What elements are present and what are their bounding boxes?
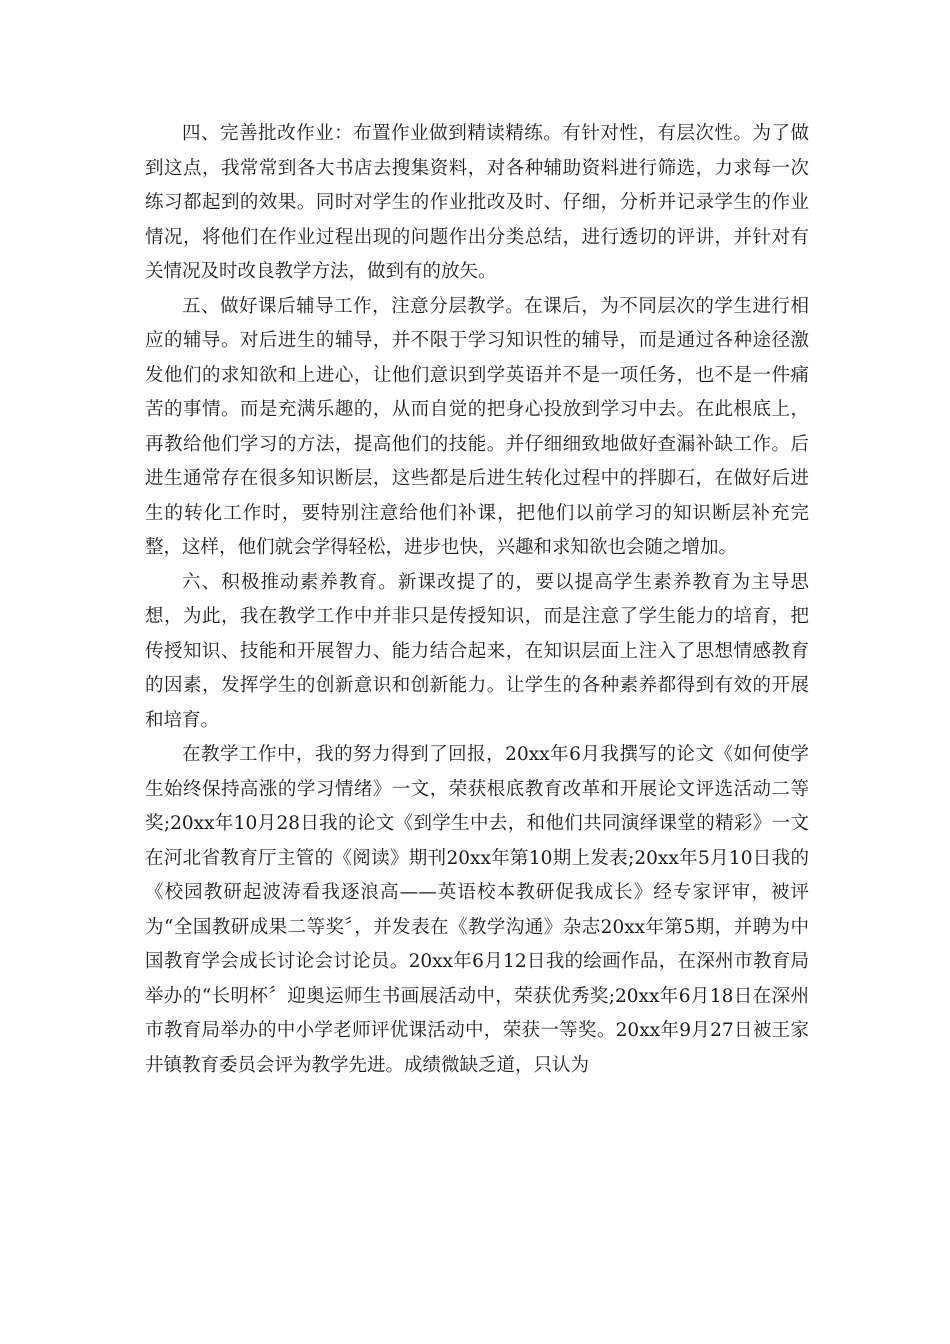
paragraph-homework: 四、完善批改作业：布置作业做到精读精练。有针对性，有层次性。为了做到这点，我常常到各大书店去搜集资料，对各种辅助资料进行筛选，力求每一次练习都起到的效果。同时对学生的作业批改及时、仔细，分析并记录学生的作业情况，将他们在作业过程出现的问题作出分类总结，进行透切的评讲，并针对有关情况及时改良教学方法，做到有的放矢。	[145, 123, 809, 282]
document-body	[145, 117, 809, 1083]
paragraph-tutoring: 五、做好课后辅导工作，注意分层教学。在课后，为不同层次的学生进行相应的辅导。对后进生的辅导，并不限于学习知识性的辅导，而是通过各种途径激发他们的求知欲和上进心，让他们意识到学英语并不是一项任务，也不是一件痛苦的事情。而是充满乐趣的，从而自觉的把身心投放到学习中去。在此根底上，再教给他们学习的方法，提高他们的技能。并仔细细致地做好查漏补缺工作。后进生通常存在很多知识断层，这些都是后进生转化过程中的拌脚石，在做好后进生的转化工作时，要特别注意给他们补课，把他们以前学习的知识断层补充完整，这样，他们就会学得轻松，进步也快，兴趣和求知欲也会随之增加。	[145, 295, 809, 558]
paragraph-quality-education: 六、积极推动素养教育。新课改提了的，要以提高学生素养教育为主导思想，为此，我在教学工作中并非只是传授知识，而是注意了学生能力的培育，把传授知识、技能和开展智力、能力结合起来，在知识层面上注入了思想情感教育的因素，发挥学生的创新意识和创新能力。让学生的各种素养都得到有效的开展和培育。	[145, 571, 809, 731]
paragraph-achievements: 在教学工作中，我的努力得到了回报，20xx年6月我撰写的论文《如何使学生始终保持高涨的学习情绪》一文，荣获根底教育改革和开展论文评选活动二等奖;20xx年10月28日我的论文《到学生中去，和他们共同演绎课堂的精彩》一文在河北省教育厅主管的《阅读》期刊20xx年第10期上发表;20xx年5月10日我的《校园教研起波涛看我逐浪高——英语校本教研促我成长》经专家评审，被评为“全国教研成果二等奖〞，并发表在《教学沟通》杂志20xx年第5期，并聘为中国教育学会成长讨论会讨论员。20xx年6月12日我的绘画作品，在深州市教育局举办的“长明杯〞迎奥运师生书画展活动中，荣获优秀奖;20xx年6月18日在深州市教育局举办的中小学老师评优课活动中，荣获一等奖。20xx年9月27日被王家井镇教育委员会评为教学先进。成绩微缺乏道，只认为	[145, 744, 809, 1076]
